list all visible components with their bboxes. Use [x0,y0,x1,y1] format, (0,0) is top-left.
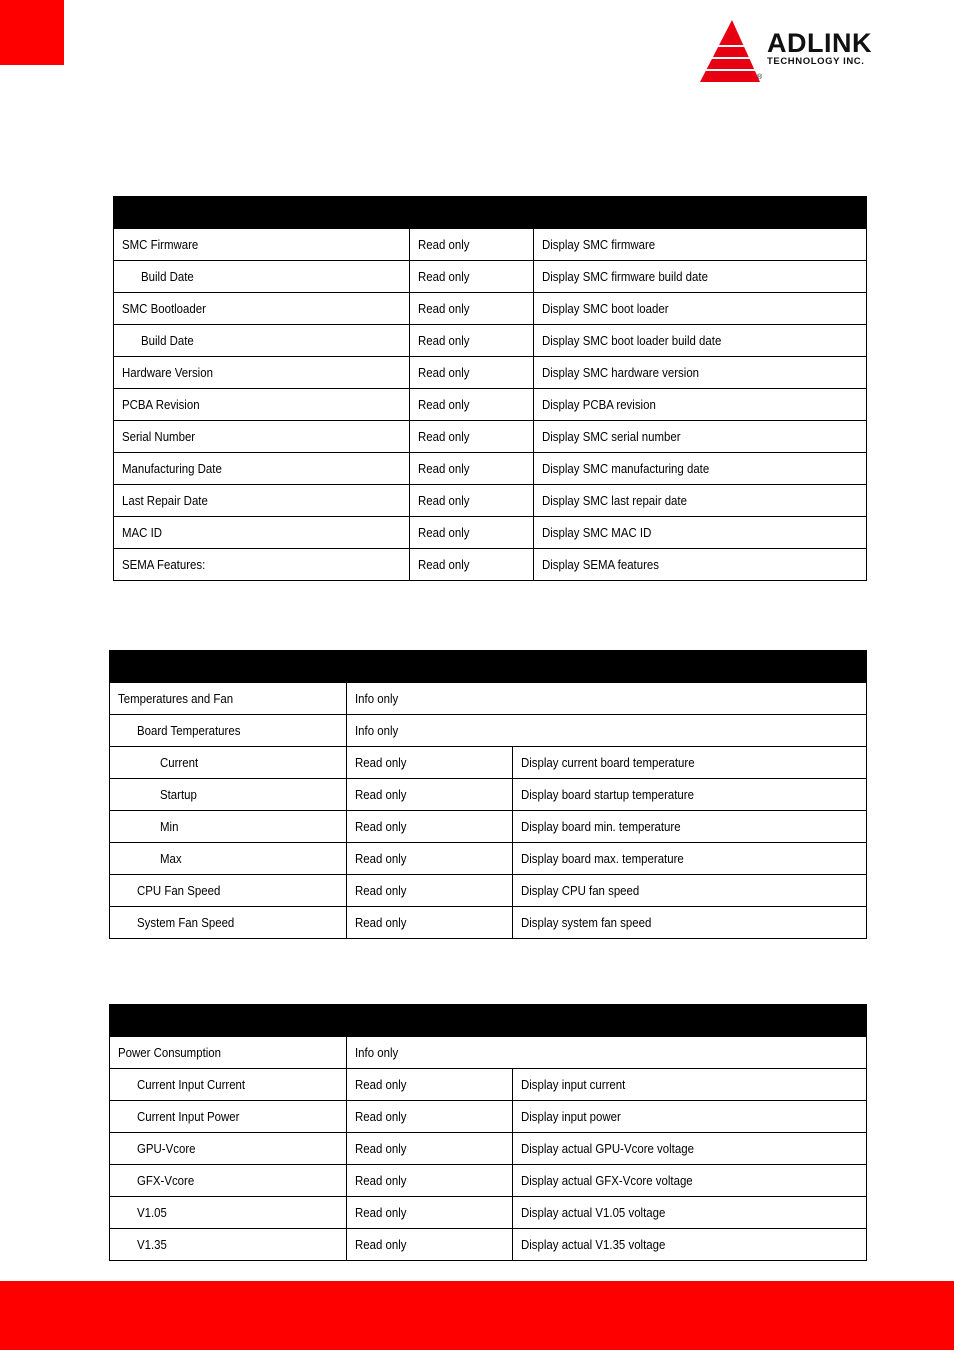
description-label: Display SMC firmware [542,237,656,252]
item-label: Min [160,819,179,834]
description-label: Display SMC manufacturing date [542,461,710,476]
table-header-bar [110,651,867,683]
table-row [114,389,867,421]
option-label: Read only [355,883,407,898]
description-label: Display CPU fan speed [521,883,640,898]
header-cell [114,197,410,229]
item-cell [110,1165,347,1197]
table-row [110,1165,867,1197]
table-row [110,843,867,875]
table-row [114,453,867,485]
item-cell [114,421,410,453]
description-cell [513,1133,867,1165]
option-label: Read only [418,557,470,572]
item-label: MAC ID [122,525,163,540]
option-label: Read only [355,1173,407,1188]
option-cell [347,875,513,907]
table-row [114,485,867,517]
description-label: Display SMC last repair date [542,493,687,508]
item-cell [114,357,410,389]
temp-table-body [110,651,867,939]
description-cell [534,293,867,325]
header-cell [410,197,867,229]
option-cell [347,1165,513,1197]
temperature-fan-table [109,650,867,939]
description-label: Display SMC serial number [542,429,681,444]
table-row [110,779,867,811]
table-row [110,747,867,779]
option-label: Info only [355,691,399,706]
option-cell [410,485,534,517]
item-cell [114,485,410,517]
item-cell [114,229,410,261]
item-cell [110,1197,347,1229]
item-cell [110,811,347,843]
table-row [110,1101,867,1133]
table-header-bar [114,197,867,229]
option-label: Read only [355,787,407,802]
item-label: Current Input Power [137,1109,240,1124]
item-label: Temperatures and Fan [118,691,234,706]
item-label: Startup [160,787,197,802]
option-cell [410,261,534,293]
description-cell [534,549,867,581]
option-cell [347,779,513,811]
description-cell [513,1229,867,1261]
option-cell [410,229,534,261]
table-row [110,907,867,939]
item-label: System Fan Speed [137,915,235,930]
table-row [114,517,867,549]
description-label: Display actual V1.35 voltage [521,1237,666,1252]
item-label: Serial Number [122,429,196,444]
option-label: Read only [355,1205,407,1220]
option-label: Read only [418,237,470,252]
item-cell [110,1133,347,1165]
item-cell [110,779,347,811]
description-cell [513,811,867,843]
item-cell [110,1037,347,1069]
table-row [110,1069,867,1101]
header-cell [110,1005,867,1037]
option-cell [347,907,513,939]
option-label: Read only [355,1141,407,1156]
table-row [114,325,867,357]
item-cell [114,293,410,325]
option-cell [347,1133,513,1165]
option-label: Read only [355,1237,407,1252]
table-row [114,293,867,325]
option-label: Read only [418,493,470,508]
logo-name: ADLINK [767,28,872,58]
description-label: Display board max. temperature [521,851,684,866]
item-cell [114,517,410,549]
table-row [114,229,867,261]
item-cell [114,325,410,357]
description-cell [534,261,867,293]
option-cell [410,421,534,453]
item-label: SMC Firmware [122,237,199,252]
description-label: Display SMC MAC ID [542,525,652,540]
description-label: Display board min. temperature [521,819,681,834]
option-label: Info only [355,1045,399,1060]
item-label: Power Consumption [118,1045,222,1060]
option-cell [347,683,867,715]
header-cell [110,651,867,683]
option-cell [347,1101,513,1133]
item-cell [110,1229,347,1261]
description-label: Display system fan speed [521,915,652,930]
item-cell [114,389,410,421]
table-row [110,811,867,843]
option-label: Info only [355,723,399,738]
option-label: Read only [418,333,470,348]
item-cell [114,261,410,293]
smc-table-body [114,197,867,581]
description-label: Display PCBA revision [542,397,656,412]
description-cell [513,1101,867,1133]
description-label: Display SEMA features [542,557,659,572]
description-label: Display SMC firmware build date [542,269,708,284]
option-label: Read only [418,429,470,444]
item-cell [110,683,347,715]
option-cell [347,1197,513,1229]
description-cell [513,1069,867,1101]
item-label: SEMA Features: [122,557,206,572]
description-label: Display SMC hardware version [542,365,700,380]
table-row [114,549,867,581]
description-cell [534,453,867,485]
option-label: Read only [418,461,470,476]
option-label: Read only [355,819,407,834]
description-cell [534,389,867,421]
option-cell [347,1229,513,1261]
item-cell [110,875,347,907]
item-label: Build Date [141,269,194,284]
option-cell [347,1069,513,1101]
option-cell [347,1037,867,1069]
option-cell [410,453,534,485]
option-label: Read only [355,851,407,866]
table-row [110,875,867,907]
logo-triangle-icon [696,18,764,84]
table-row [110,1037,867,1069]
adlink-logo [696,18,908,84]
item-cell [114,549,410,581]
logo-registered-mark: ® [757,74,763,81]
option-cell [347,715,867,747]
item-cell [114,453,410,485]
item-label: GFX-Vcore [137,1173,195,1188]
description-label: Display input power [521,1109,621,1124]
logo-subtitle: TECHNOLOGY INC. [767,56,865,67]
option-cell [410,325,534,357]
option-cell [410,357,534,389]
item-label: GPU-Vcore [137,1141,196,1156]
item-cell [110,1069,347,1101]
option-label: Read only [418,301,470,316]
table-row [110,1197,867,1229]
option-cell [347,747,513,779]
table-row [114,421,867,453]
item-label: Current Input Current [137,1077,246,1092]
item-label: Manufacturing Date [122,461,222,476]
item-cell [110,1101,347,1133]
description-cell [513,1197,867,1229]
item-cell [110,747,347,779]
description-cell [534,421,867,453]
table-row [110,715,867,747]
option-cell [347,811,513,843]
option-label: Read only [355,1109,407,1124]
footer-bar [0,1281,954,1350]
option-label: Read only [355,1077,407,1092]
item-label: V1.05 [137,1205,167,1220]
item-label: SMC Bootloader [122,301,206,316]
option-cell [410,549,534,581]
corner-accent-block [0,0,64,65]
option-cell [410,389,534,421]
option-cell [410,293,534,325]
item-label: V1.35 [137,1237,167,1252]
table-row [110,683,867,715]
item-label: Board Temperatures [137,723,241,738]
description-label: Display actual GPU-Vcore voltage [521,1141,694,1156]
power-consumption-table [109,1004,867,1261]
description-label: Display SMC boot loader [542,301,669,316]
option-cell [410,517,534,549]
table-row [110,1229,867,1261]
table-row [114,357,867,389]
option-label: Read only [418,365,470,380]
description-cell [534,229,867,261]
option-label: Read only [418,269,470,284]
smc-info-table [113,196,867,581]
option-cell [347,843,513,875]
description-label: Display board startup temperature [521,787,694,802]
description-label: Display current board temperature [521,755,695,770]
description-cell [534,357,867,389]
item-label: Build Date [141,333,194,348]
description-label: Display actual V1.05 voltage [521,1205,666,1220]
description-cell [513,875,867,907]
item-cell [110,843,347,875]
description-cell [534,325,867,357]
item-label: CPU Fan Speed [137,883,221,898]
description-label: Display actual GFX-Vcore voltage [521,1173,693,1188]
table-header-bar [110,1005,867,1037]
description-cell [513,907,867,939]
item-label: PCBA Revision [122,397,200,412]
item-label: Max [160,851,182,866]
description-label: Display SMC boot loader build date [542,333,722,348]
table-row [114,261,867,293]
option-label: Read only [355,755,407,770]
description-cell [513,843,867,875]
description-cell [513,747,867,779]
description-label: Display input current [521,1077,626,1092]
item-cell [110,907,347,939]
description-cell [534,485,867,517]
table-row [110,1133,867,1165]
description-cell [534,517,867,549]
item-label: Hardware Version [122,365,213,380]
item-label: Last Repair Date [122,493,208,508]
description-cell [513,1165,867,1197]
item-cell [110,715,347,747]
option-label: Read only [355,915,407,930]
description-cell [513,779,867,811]
power-table-body [110,1005,867,1261]
item-label: Current [160,755,199,770]
option-label: Read only [418,525,470,540]
option-label: Read only [418,397,470,412]
